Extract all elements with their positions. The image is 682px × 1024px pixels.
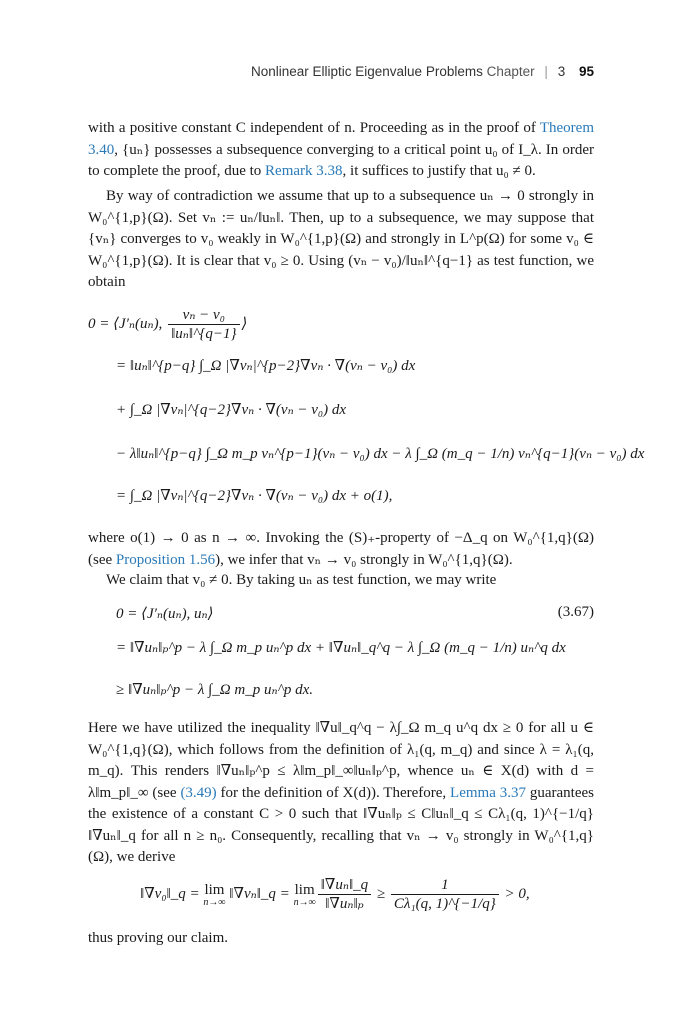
eq1-denominator: ‖uₙ‖^{q−1} [171,326,237,342]
eq3-frac2-num: 1 [391,876,499,895]
eq1-line1 [88,306,247,343]
paragraph-1-text-c: , it suffices to justify that u₀ ≠ 0. [342,163,536,179]
eq3-frac1-den: ‖∇uₙ‖ₚ [325,896,364,912]
eq2-line2: = ‖∇uₙ‖ₚ^p − λ ∫_Ω m_p uₙ^p dx + ‖∇uₙ‖_q^q − λ ∫_Ω (m_q − 1/n) uₙ^q dx [116,640,566,656]
paragraph-1 [88,118,594,183]
eq3-fraction-2 [391,876,499,913]
page-number: 95 [578,64,594,79]
paragraph-5-text-b: for the definition of X(d)). Therefore, [216,784,451,801]
paragraph-2: By way of contradiction we assume that up to a subsequence uₙ → 0 strongly in W₀^{1,p}(Ω). Set vₙ := uₙ/‖uₙ‖. Then, up to a subsequence, we may suppose that {vₙ} converges to v₀ weakly in W₀^{1,p}(Ω) and strongly in L^p(Ω) for some v₀ ∈ W₀^{1,p}(Ω). It is clear that v₀ ≥ 0. Using (vₙ − v₀)/‖uₙ‖^{q−1} as test function, we obtain [88,188,594,290]
eq3-lim-word-2: lim [294,881,315,898]
link-remark-3-38[interactable]: Remark 3.38 [265,163,343,179]
eq3-lim-word: lim [204,881,225,898]
eq3-limit-2 [294,882,316,908]
eq1-fraction [168,306,239,343]
paragraph-1-text-b: , {uₙ} possesses a subsequence converging to a critical point u₀ of I_λ. In order to complete the proof, due to [88,141,594,179]
chapter-number: 3 [557,64,566,79]
link-proposition-1-56[interactable]: Proposition 1.56 [115,551,216,568]
paragraph-4: We claim that v₀ ≠ 0. By taking uₙ as test function, we may write [106,572,497,588]
equation-number: (3.67) [557,604,594,620]
header-separator: | [544,64,548,79]
eq1-line4: − λ‖uₙ‖^{p−q} ∫_Ω m_p vₙ^{p−1}(vₙ − v₀) dx − λ ∫_Ω (m_q − 1/n) vₙ^{q−1}(vₙ − v₀) dx [116,446,645,462]
paragraph-1-text-a: with a positive constant C independent of n. Proceeding as in the proof of [88,120,540,136]
paragraph-3 [88,528,594,571]
eq2-line1: 0 = ⟨J′ₙ(uₙ), uₙ⟩ [116,606,214,622]
eq3-tail: > 0, [500,885,530,902]
paragraph-5 [88,718,594,869]
eq1-line2: = ‖uₙ‖^{p−q} ∫_Ω |∇vₙ|^{p−2}∇vₙ · ∇(vₙ − v₀) dx [116,358,416,374]
paragraph-3-text-a: where o(1) → 0 as n → ∞. Invoking the (S)₊-property of −Δ_q on W₀^{1,q}(Ω) (see [88,530,594,568]
eq1-line1-b: ⟩ [241,315,248,332]
eq1-numerator: vₙ − v₀ [168,306,239,325]
eq3 [140,876,530,913]
eq1-line3: + ∫_Ω |∇vₙ|^{q−2}∇vₙ · ∇(vₙ − v₀) dx [116,402,347,418]
eq3-frac1-num: ‖∇uₙ‖_q [318,876,371,895]
link-theorem-3-40[interactable]: Theorem 3.40 [88,120,594,158]
eq2-line3: ≥ ‖∇uₙ‖ₚ^p − λ ∫_Ω m_p uₙ^p dx. [116,682,314,698]
eq3-limit [203,882,225,908]
paragraph-6: thus proving our claim. [88,930,228,946]
eq3-middle: ‖∇vₙ‖_q = [225,885,294,902]
eq1-line5: = ∫_Ω |∇vₙ|^{q−2}∇vₙ · ∇(vₙ − v₀) dx + o(1), [116,488,393,504]
eq3-lim-subscript: n→∞ [203,896,226,908]
eq3-geq: ≥ [373,885,389,902]
running-header [251,64,594,79]
eq3-lim-subscript-2: n→∞ [293,896,316,908]
eq1-line1-a: 0 = ⟨J′ₙ(uₙ), [88,315,167,332]
paragraph-5-text-a: Here we have utilized the inequality ‖∇u‖_q^q − λ∫_Ω m_q u^q dx ≥ 0 for all u ∈ W₀^{1,q}(Ω), which follows from the definition of λ₁(q, m_q) and since λ = λ₁(q, m_q). This renders ‖∇uₙ‖ₚ^p ≤ λ‖m_p‖_∞‖uₙ‖ₚ^p, whence uₙ ∈ X(d) with d = λ‖m_p‖_∞ (see [88,720,594,801]
running-title: Nonlinear Elliptic Eigenvalue Problems [250,64,483,79]
eq3-frac2-den: Cλ₁(q, 1)^{−1/q} [393,896,496,912]
paragraph-3-text-b: ), we infer that vₙ → v₀ strongly in W₀^{1,q}(Ω). [215,551,513,568]
link-lemma-3-37[interactable]: Lemma 3.37 [450,784,526,801]
paragraph-5-text-c: guarantees the existence of a constant C > 0 such that ‖∇uₙ‖ₚ ≤ C‖uₙ‖_q ≤ Cλ₁(q, 1)^{−1/q}‖∇uₙ‖_q for all n ≥ n₀. Consequently, recalling that vₙ → v₀ strongly in W₀^{1,q}(Ω), we derive [88,784,594,865]
eq3-fraction-1 [318,876,371,913]
chapter-label: Chapter [486,64,535,79]
link-equation-3-49[interactable]: (3.49) [180,784,217,801]
eq3-lhs: ‖∇v₀‖_q = [140,885,204,902]
